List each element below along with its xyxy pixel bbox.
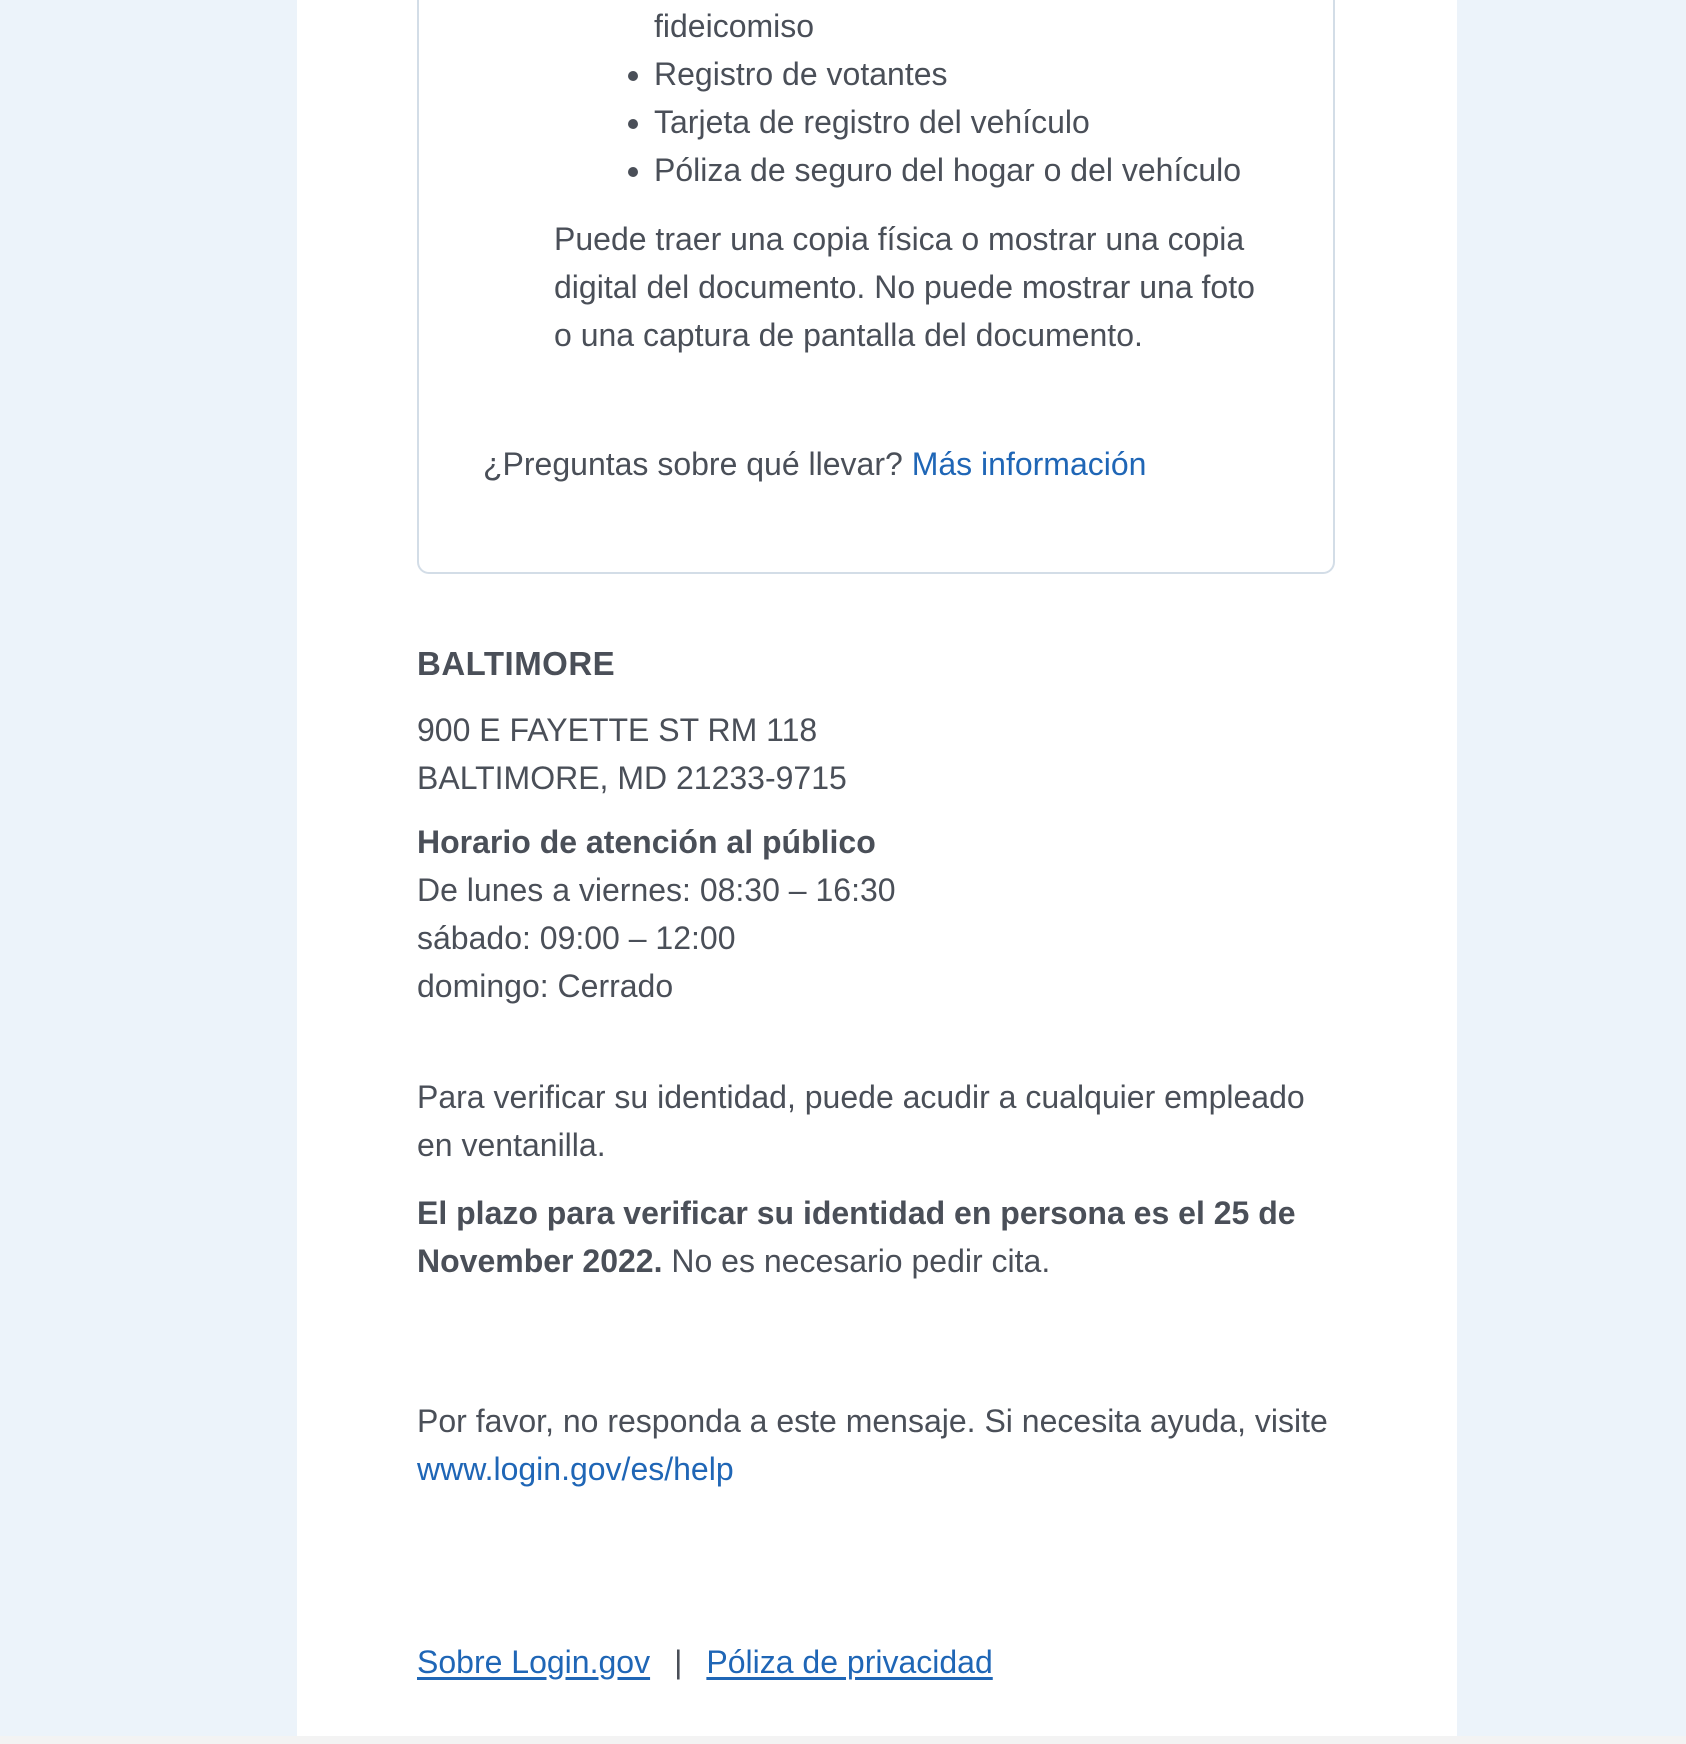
questions-text: ¿Preguntas sobre qué llevar? (483, 446, 903, 482)
list-item: • fideicomiso (654, 0, 1333, 50)
help-link[interactable]: www.login.gov/es/help (417, 1451, 734, 1487)
email-body-card (297, 0, 1457, 1736)
address-line-2: BALTIMORE, MD 21233-9715 (417, 760, 847, 796)
list-item: • Registro de votantes (654, 50, 1333, 98)
location-name: BALTIMORE (417, 645, 616, 682)
location-address (417, 706, 847, 802)
deadline-normal: No es necesario pedir cita. (662, 1243, 1051, 1279)
questions-line (483, 442, 1146, 486)
location-hours (417, 818, 896, 1010)
help-message: Por favor, no responda a este mensaje. Si necesita ayuda, visite (417, 1403, 1328, 1439)
documents-list (634, 0, 1333, 194)
list-item: • Tarjeta de registro del vehículo (654, 98, 1333, 146)
deadline-bold: El plazo para verificar su identidad en persona es el 25 de November 2022. (417, 1195, 1296, 1279)
documents-box (417, 0, 1335, 574)
help-text (417, 1397, 1377, 1493)
hours-title: Horario de atención al público (417, 824, 876, 860)
copy-note-text: Puede traer una copia física o mostrar una copia digital del documento. No puede mostrar una foto o una captura de pantalla del documento. (554, 221, 1255, 353)
hours-saturday: sábado: 09:00 – 12:00 (417, 920, 736, 956)
hours-weekdays: De lunes a viernes: 08:30 – 16:30 (417, 872, 896, 908)
verify-instructions: Para verificar su identidad, puede acudir a cualquier empleado en ventanilla. (417, 1079, 1305, 1163)
list-item: • Póliza de seguro del hogar o del vehículo (654, 146, 1333, 194)
about-login-link[interactable]: Sobre Login.gov (417, 1644, 651, 1680)
more-info-link[interactable]: Más información (911, 446, 1147, 482)
footer-separator: | (674, 1644, 683, 1680)
address-line-1: 900 E FAYETTE ST RM 118 (417, 712, 818, 748)
deadline-text (417, 1189, 1347, 1285)
bottom-strip (0, 1736, 1686, 1744)
footer-links (417, 1638, 993, 1686)
hours-sunday: domingo: Cerrado (417, 968, 674, 1004)
privacy-policy-link[interactable]: Póliza de privacidad (706, 1644, 993, 1680)
